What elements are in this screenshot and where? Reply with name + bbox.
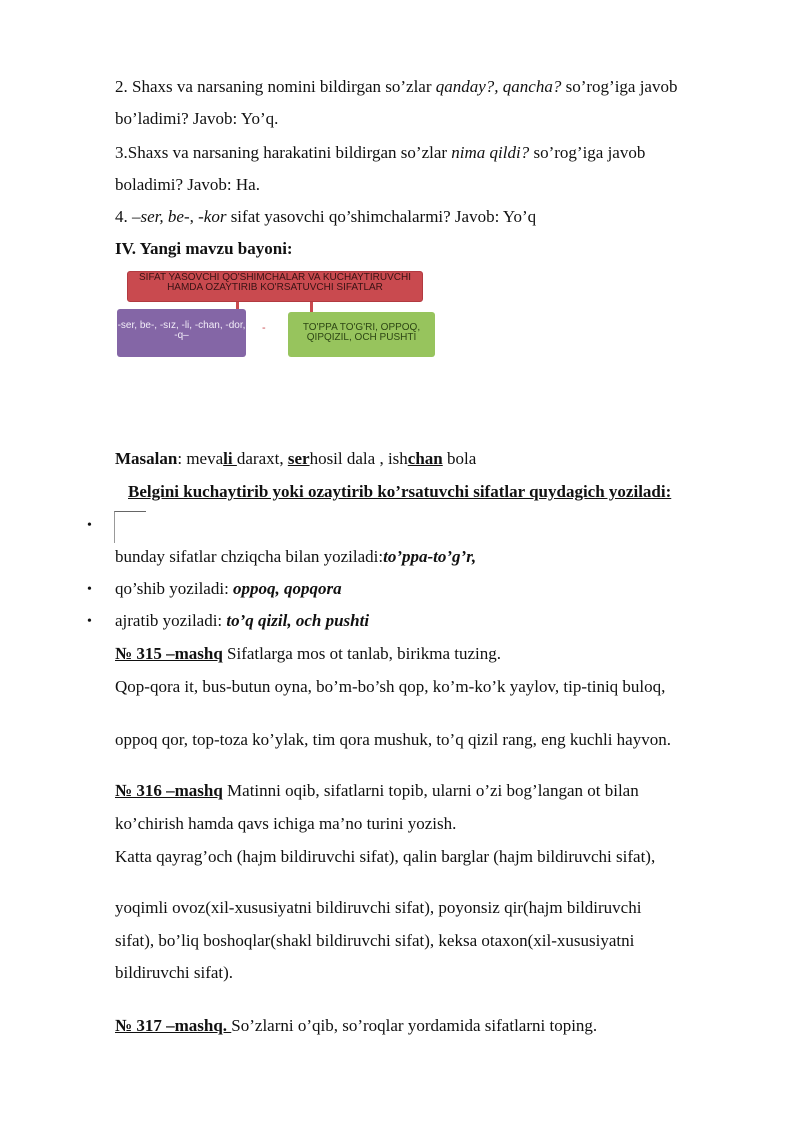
section-heading: IV. Yangi mavzu bayoni: [115,239,293,258]
q4-number: 4. [115,207,132,226]
rule-separate-text: ajratib yoziladi: [115,611,227,630]
q2-text: 2. Shaxs va narsaning nomini bildirgan so’zlar [115,77,436,96]
example-suffix-chan: chan [407,449,443,468]
q4-text-end: sifat yasovchi qo’shimchalarmi? Javob: Yo’q [226,207,537,226]
example-suffix-li: li [223,449,237,468]
rule-hyphen-example: to’ppa-to’g’r, [383,547,477,566]
question-3-line-1 [115,142,645,164]
exercise-316-title-line [115,780,639,802]
empty-image-placeholder [114,511,146,543]
exercise-315-line-2: Qop-qora it, bus-butun oyna, bo’m-bo’sh qop, ko’m-ko’k yaylov, tip-tiniq buloq, [115,677,666,696]
rule-hyphen [115,546,476,568]
q3-text: 3.Shaxs va narsaning harakatini bildirgan so’zlar [115,143,452,162]
q4-sep: , [189,207,199,226]
example-word1: meva [186,449,224,468]
exercise-316-line-4: yoqimli ovoz(xil-xususiyatni bildiruvchi sifat), poyonsiz qir(hajm bildiruvchi [115,898,642,917]
diagram-connector-right [310,302,313,312]
diagram-top-box: SIFAT YASOVCHI QO'SHIMCHALAR VA KUCHAYTIRUVCHI HAMDA OZAYTIRIB KO'RSATUVCHI SIFATLAR [127,271,423,302]
exercise-315-line-3: oppoq qor, top-toza ko’ylak, tim qora mushuk, to’q qizil rang, eng kuchli hayvon. [115,730,671,749]
rule-separate-example: to’q qizil, och pushti [226,611,370,630]
q4-suffix-kor: -kor [198,207,227,226]
exercise-317-task: So’zlarni o’qib, so’roqlar yordamida sifatlarni toping. [231,1016,598,1035]
rule-joined-example: oppoq, qopqora [233,579,342,598]
bullet-2: • [87,582,92,597]
exercise-317-title-line [115,1015,597,1037]
exercise-316-title: № 316 –mashq [115,781,223,800]
diagram-connector-left [236,302,239,309]
bullet-3: • [87,614,92,629]
diagram-left-box: -ser, be-, -sız, -li, -chan, -dor, -q– [117,309,246,357]
example-line [115,448,476,470]
rule-joined [115,578,342,600]
example-word2-end: hosil dala , ish [309,449,408,468]
diagram-right-box: TO'PPA TO'G'RI, OPPOQ, QIPQIZIL, OCH PUSHTI [288,312,435,357]
exercise-316-line-6: bildiruvchi sifat). [115,963,234,982]
exercise-315-task: Sifatlarga mos ot tanlab, birikma tuzing. [222,644,502,663]
example-colon: : [177,449,187,468]
exercise-317-title: № 317 –mashq. [115,1016,232,1035]
q2-italic-question: qanday?, qancha? [435,77,562,96]
q3-italic-question: nima qildi? [451,143,530,162]
rule-joined-text: qo’shib yoziladi: [115,579,234,598]
example-word1-end: daraxt, [236,449,288,468]
exercise-315-title: № 315 –mashq [115,644,223,663]
example-word3-end: bola [442,449,477,468]
exercise-316-task: Matinni oqib, sifatlarni topib, ularni o’zi bog’langan ot bilan [222,781,639,800]
rule-heading: Belgini kuchaytirib yoki ozaytirib ko’rsatuvchi sifatlar quydagich yoziladi: [128,482,672,501]
exercise-316-line-3: Katta qayrag’och (hajm bildiruvchi sifat), qalin barglar (hajm bildiruvchi sifat), [115,847,656,866]
example-label: Masalan [115,449,178,468]
rule-separate [115,610,369,632]
exercise-316-line-5: sifat), bo’liq boshoqlar(shakl bildiruvchi sifat), keksa otaxon(xil-xususiyatni [115,931,635,950]
exercise-316-line-2: ko’chirish hamda qavs ichiga ma’no turini yozish. [115,814,457,833]
question-3-line-2: boladimi? Javob: Ha. [115,175,260,194]
bullet-1: • [87,518,92,533]
q2-text-end: so’rog’iga javob [561,77,678,96]
example-prefix-ser: ser [287,449,310,468]
diagram-separator: - [262,322,266,334]
question-4-line [115,206,536,228]
q4-suffixes: –ser, be- [132,207,190,226]
q3-text-end: so’rog’iga javob [529,143,646,162]
question-2-line-1 [115,76,677,98]
question-2-line-2: bo’ladimi? Javob: Yo’q. [115,109,279,128]
exercise-315-title-line [115,643,501,665]
rule-hyphen-text: bunday sifatlar chziqcha bilan yoziladi: [115,547,384,566]
